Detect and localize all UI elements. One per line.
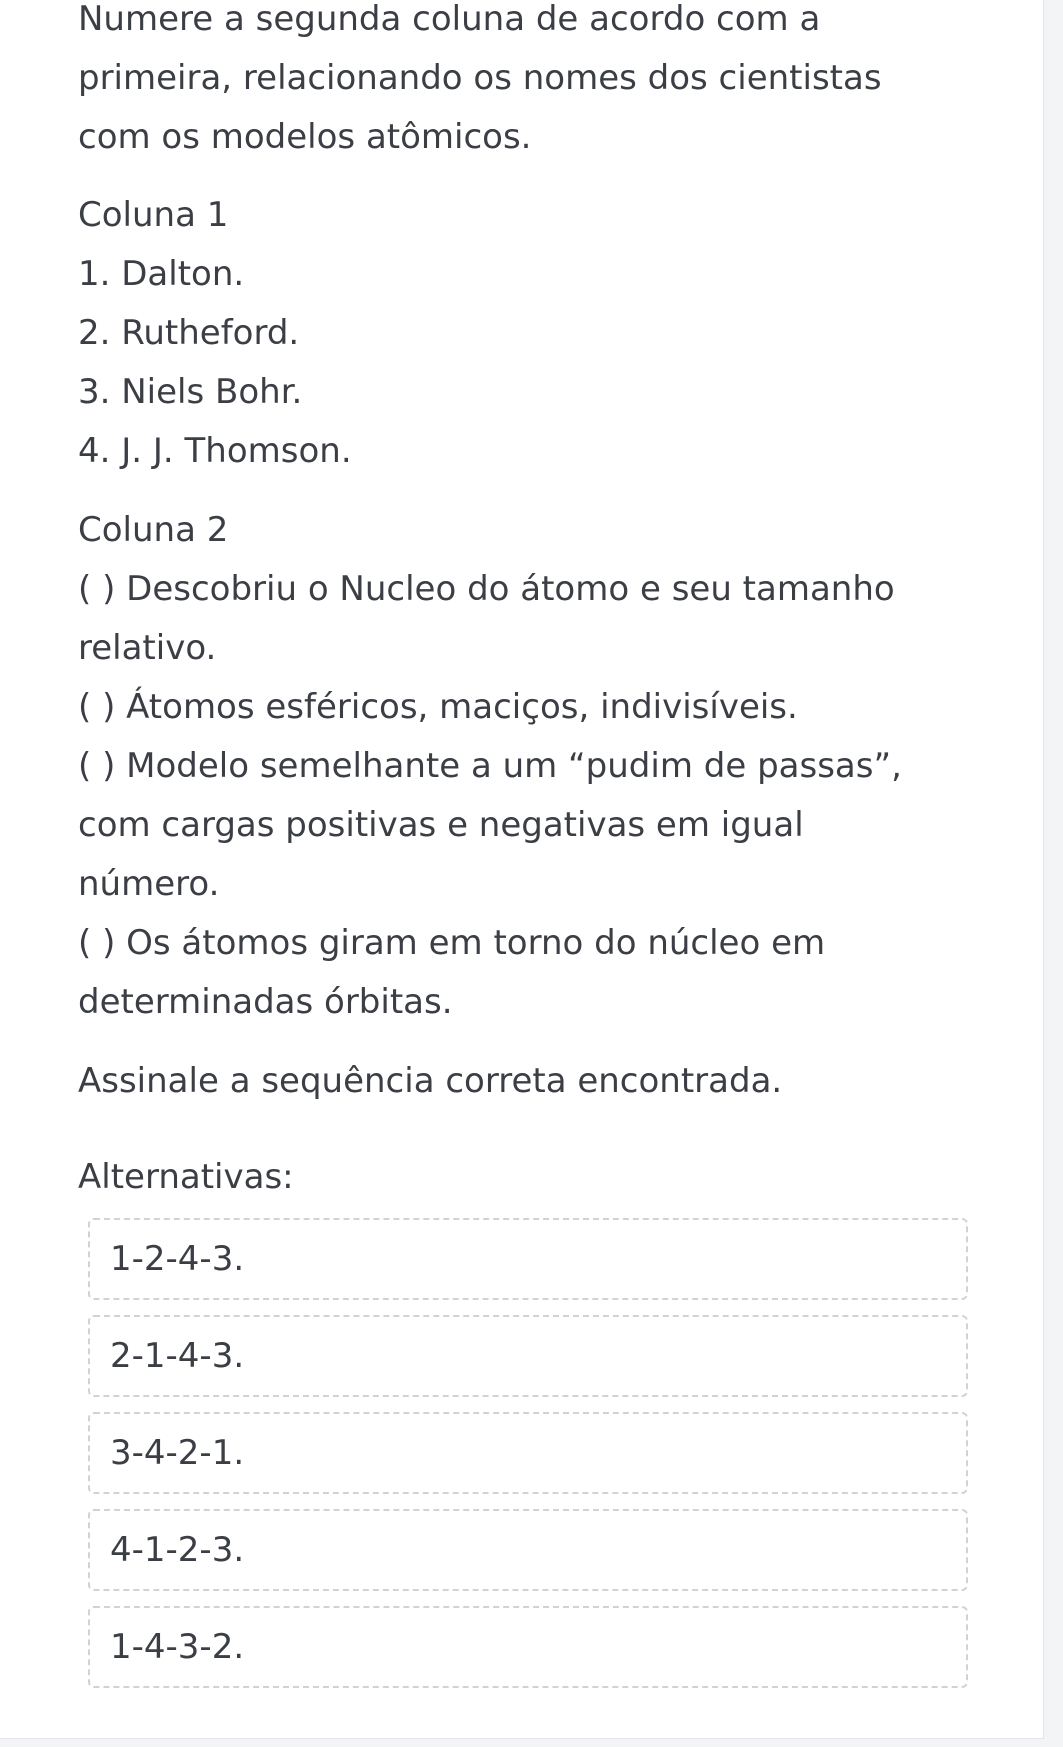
column2-line: relativo.	[78, 628, 217, 668]
alternatives-list	[88, 1218, 968, 1703]
alternative-option[interactable]	[88, 1606, 968, 1688]
alternative-label: 1-2-4-3.	[110, 1239, 245, 1279]
column2-line: ( ) Os átomos giram em torno do núcleo em	[78, 923, 826, 963]
column1-item: 2. Rutheford.	[78, 313, 300, 353]
alternative-option[interactable]	[88, 1315, 968, 1397]
column2-title: Coluna 2	[78, 510, 229, 550]
column2-line: número.	[78, 864, 220, 904]
column2-line: com cargas positivas e negativas em igual	[78, 805, 804, 845]
question-intro	[78, 0, 882, 167]
alternative-option[interactable]	[88, 1412, 968, 1494]
alternative-label: 4-1-2-3.	[110, 1530, 245, 1570]
intro-line: Numere a segunda coluna de acordo com a	[78, 0, 821, 39]
column2-line: determinadas órbitas.	[78, 982, 453, 1022]
alternative-label: 3-4-2-1.	[110, 1433, 245, 1473]
intro-line: com os modelos atômicos.	[78, 117, 532, 157]
column2-line: ( ) Modelo semelhante a um “pudim de passas”,	[78, 746, 902, 786]
column1-item: 3. Niels Bohr.	[78, 372, 303, 412]
column1-item: 1. Dalton.	[78, 254, 245, 294]
alternatives-title: Alternativas:	[78, 1157, 294, 1197]
intro-line: primeira, relacionando os nomes dos cientistas	[78, 58, 882, 98]
column1-item: 4. J. J. Thomson.	[78, 431, 352, 471]
alternative-label: 2-1-4-3.	[110, 1336, 245, 1376]
column1-title: Coluna 1	[78, 195, 229, 235]
column2-line: ( ) Átomos esféricos, maciços, indivisíveis.	[78, 687, 798, 727]
column2-line: ( ) Descobriu o Nucleo do átomo e seu tamanho	[78, 569, 895, 609]
column1-list	[78, 245, 352, 481]
alternative-option[interactable]	[88, 1218, 968, 1300]
question-instruction: Assinale a sequência correta encontrada.	[78, 1061, 783, 1101]
column2-list	[78, 560, 902, 1032]
alternative-option[interactable]	[88, 1509, 968, 1591]
alternative-label: 1-4-3-2.	[110, 1627, 245, 1667]
